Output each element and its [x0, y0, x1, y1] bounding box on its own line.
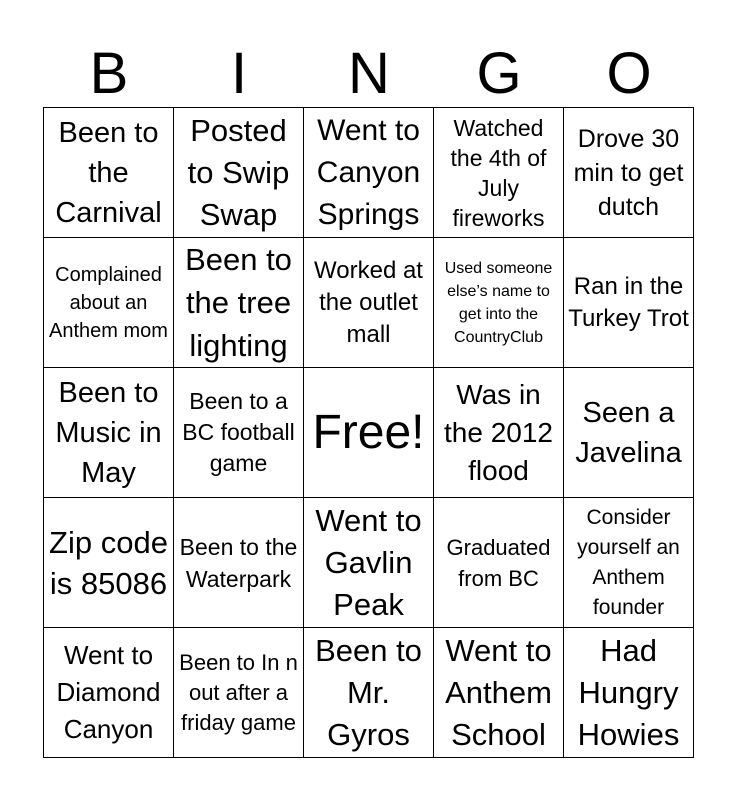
bingo-cell[interactable]	[434, 498, 564, 628]
cell-text: Worked at the outlet mall	[314, 256, 423, 348]
cell-text: Went to Gavlin Peak	[315, 502, 422, 622]
bingo-cell[interactable]	[304, 498, 434, 628]
bingo-cell[interactable]	[434, 368, 564, 498]
cell-text: Been to the Carnival	[55, 116, 162, 229]
free-space[interactable]	[304, 368, 434, 498]
cell-text: Had Hungry Howies	[577, 632, 680, 752]
bingo-board	[43, 107, 694, 758]
bingo-cell[interactable]	[44, 238, 174, 368]
bingo-cell[interactable]	[44, 498, 174, 628]
header-letter-b: B	[89, 41, 129, 106]
bingo-cell[interactable]	[434, 108, 564, 238]
bingo-cell[interactable]	[174, 238, 304, 368]
cell-text: Posted to Swip Swap	[187, 112, 290, 232]
cell-text: Complained about an Anthem mom	[49, 263, 168, 342]
bingo-header	[44, 40, 694, 108]
cell-text: Been to the tree lighting	[185, 242, 292, 363]
cell-text: Went to Anthem School	[445, 632, 552, 752]
bingo-cell[interactable]	[564, 238, 694, 368]
cell-text: Was in the 2012 flood	[444, 378, 553, 486]
bingo-cell[interactable]	[564, 498, 694, 628]
cell-text: Been to a BC football game	[182, 388, 295, 476]
cell-text: Used someone else’s name to get into the CountryClub	[444, 259, 553, 346]
cell-text: Zip code is 85086	[49, 524, 168, 601]
bingo-cell[interactable]	[434, 238, 564, 368]
header-letter-n: N	[348, 41, 390, 106]
header-letter-o: O	[606, 41, 652, 106]
bingo-cell[interactable]	[434, 628, 564, 758]
cell-text: Been to Mr. Gyros	[315, 632, 422, 752]
cell-text: Free!	[312, 405, 425, 459]
bingo-cell[interactable]	[564, 628, 694, 758]
cell-text: Been to the Waterpark	[179, 533, 298, 592]
bingo-cell[interactable]	[564, 108, 694, 238]
bingo-cell[interactable]	[174, 108, 304, 238]
bingo-cell[interactable]	[564, 368, 694, 498]
cell-text: Went to Canyon Springs	[316, 113, 421, 231]
bingo-cell[interactable]	[174, 368, 304, 498]
cell-text: Been to In n out after a friday game	[179, 649, 298, 735]
bingo-cell[interactable]	[304, 238, 434, 368]
bingo-cell[interactable]	[174, 498, 304, 628]
cell-text: Consider yourself an Anthem founder	[577, 505, 680, 619]
cell-text: Went to Diamond Canyon	[56, 640, 161, 744]
cell-text: Watched the 4th of July fireworks	[450, 114, 547, 231]
bingo-cell[interactable]	[174, 628, 304, 758]
cell-text: Been to Music in May	[55, 376, 162, 489]
header-letter-i: I	[230, 41, 248, 106]
bingo-cell[interactable]	[304, 108, 434, 238]
bingo-cell[interactable]	[44, 628, 174, 758]
header-letter-g: G	[476, 41, 522, 106]
cell-text: Drove 30 min to get dutch	[573, 124, 684, 221]
cell-text: Graduated from BC	[446, 534, 551, 591]
bingo-cell[interactable]	[44, 368, 174, 498]
bingo-cell[interactable]	[44, 108, 174, 238]
cell-text: Ran in the Turkey Trot	[568, 272, 689, 332]
cell-text: Seen a Javelina	[575, 396, 682, 469]
bingo-cell[interactable]	[304, 628, 434, 758]
